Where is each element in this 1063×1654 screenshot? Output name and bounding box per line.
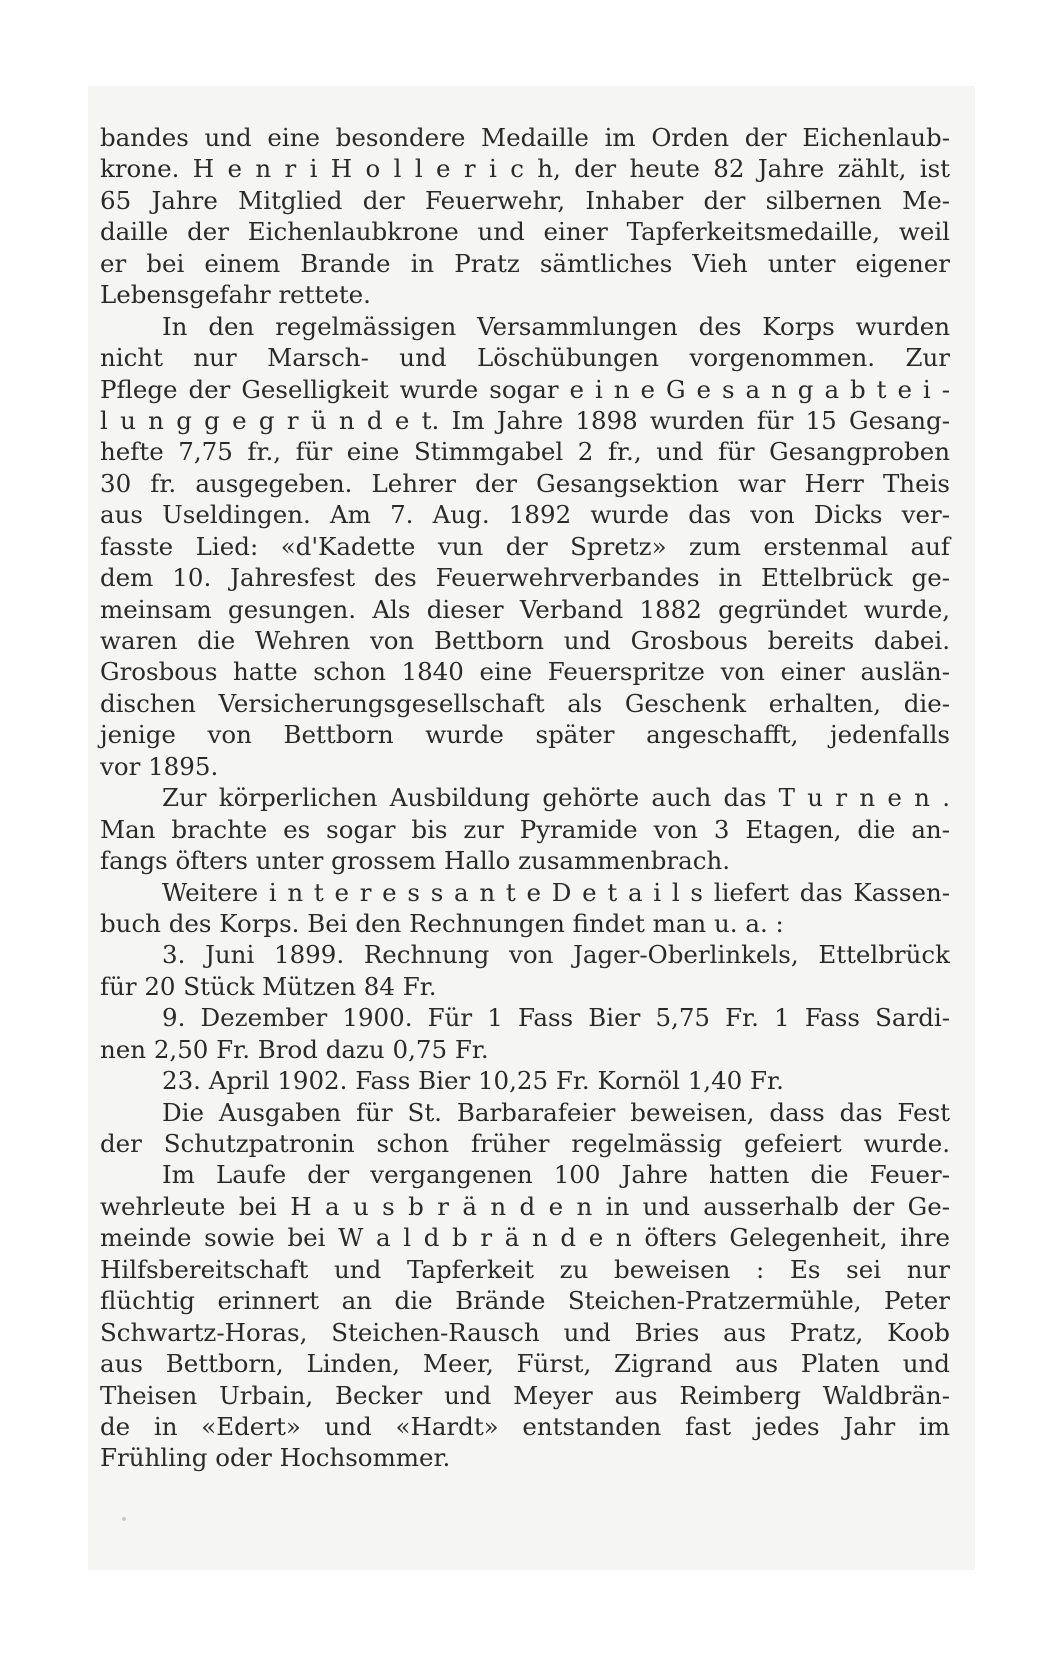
text-line: hefte 7,75 fr., für eine Stimmgabel 2 fr., und für Gesangproben bbox=[100, 437, 950, 467]
text-line: nen 2,50 Fr. Brod dazu 0,75 Fr. bbox=[100, 1034, 489, 1064]
text-line: buch des Korps. Bei den Rechnungen findet man u. a. : bbox=[100, 908, 784, 938]
text-line: Schwartz-Horas, Steichen-Rausch und Bries aus Pratz, Koob bbox=[100, 1317, 950, 1347]
text-line: 23. April 1902. Fass Bier 10,25 Fr. Kornöl 1,40 Fr. bbox=[162, 1066, 784, 1096]
text-line: dem 10. Jahresfest des Feuerwehrverbandes in Ettelbrück ge- bbox=[100, 563, 950, 593]
text-line: 9. Dezember 1900. Für 1 Fass Bier 5,75 Fr. 1 Fass Sardi- bbox=[162, 1003, 950, 1033]
text-line: aus Useldingen. Am 7. Aug. 1892 wurde das von Dicks ver- bbox=[100, 500, 950, 530]
text-line: Man brachte es sogar bis zur Pyramide von 3 Etagen, die an- bbox=[100, 814, 950, 844]
text-line: fangs öfters unter grossem Hallo zusammenbrach. bbox=[100, 846, 731, 876]
text-line: fasste Lied: «d'Kadette vun der Spretz» zum erstenmal auf bbox=[100, 531, 950, 561]
text-line: Die Ausgaben für St. Barbarafeier beweisen, dass das Fest bbox=[162, 1097, 950, 1127]
text-line: bandes und eine besondere Medaille im Orden der Eichenlaub- bbox=[100, 123, 950, 152]
text-line: wehrleute bei H a u s b r ä n d e n in und ausserhalb der Ge- bbox=[100, 1191, 950, 1221]
text-line: l u n g g e g r ü n d e t. Im Jahre 1898 wurden für 15 Gesang- bbox=[100, 405, 950, 435]
scan-speck bbox=[122, 1517, 126, 1521]
text-line: Zur körperlichen Ausbildung gehörte auch das T u r n e n . bbox=[162, 783, 950, 813]
text-line: de in «Edert» und «Hardt» entstanden fast jedes Jahr im bbox=[100, 1411, 950, 1441]
text-line: Theisen Urbain, Becker und Meyer aus Reimberg Waldbrän- bbox=[100, 1380, 950, 1410]
text-line: Weitere i n t e r e s s a n t e D e t a i l s liefert das Kassen- bbox=[162, 877, 950, 907]
text-line: Lebensgefahr rettete. bbox=[100, 280, 371, 310]
text-line: meinsam gesungen. Als dieser Verband 1882 gegründet wurde, bbox=[100, 594, 950, 624]
text-line: waren die Wehren von Bettborn und Grosbous bereits dabei. bbox=[100, 626, 950, 655]
text-line: daille der Eichenlaubkrone und einer Tapferkeitsmedaille, weil bbox=[100, 217, 950, 247]
text-line: der Schutzpatronin schon früher regelmässig gefeiert wurde. bbox=[100, 1129, 950, 1158]
text-line: Grosbous hatte schon 1840 eine Feuerspritze von einer auslän- bbox=[100, 657, 950, 687]
text-line: er bei einem Brande in Pratz sämtliches Vieh unter eigener bbox=[100, 248, 950, 278]
text-line: jenige von Bettborn wurde später angeschafft, jedenfalls bbox=[100, 720, 950, 750]
text-line: krone. H e n r i H o l l e r i c h, der heute 82 Jahre zählt, ist bbox=[100, 154, 950, 184]
document-text bbox=[100, 122, 950, 1474]
text-line: 30 fr. ausgegeben. Lehrer der Gesangsektion war Herr Theis bbox=[100, 468, 950, 498]
text-line: Im Laufe der vergangenen 100 Jahre hatten die Feuer- bbox=[162, 1160, 950, 1190]
text-line: Frühling oder Hochsommer. bbox=[100, 1443, 451, 1473]
text-line: dischen Versicherungsgesellschaft als Geschenk erhalten, die- bbox=[100, 688, 950, 718]
text-line: für 20 Stück Mützen 84 Fr. bbox=[100, 971, 437, 1001]
text-line: aus Bettborn, Linden, Meer, Fürst, Zigrand aus Platen und bbox=[100, 1349, 950, 1379]
text-line: Pflege der Geselligkeit wurde sogar e i n e G e s a n g a b t e i - bbox=[100, 374, 950, 404]
text-line: nicht nur Marsch- und Löschübungen vorgenommen. Zur bbox=[100, 343, 950, 373]
text-line: vor 1895. bbox=[100, 751, 219, 781]
text-line: Hilfsbereitschaft und Tapferkeit zu beweisen : Es sei nur bbox=[100, 1254, 950, 1284]
text-line: flüchtig erinnert an die Brände Steichen-Pratzermühle, Peter bbox=[100, 1286, 950, 1316]
text-line: In den regelmässigen Versammlungen des Korps wurden bbox=[162, 311, 950, 341]
text-line: 65 Jahre Mitglied der Feuerwehr, Inhaber der silbernen Me- bbox=[100, 185, 950, 215]
text-line: meinde sowie bei W a l d b r ä n d e n öfters Gelegenheit, ihre bbox=[100, 1223, 950, 1253]
text-line: 3. Juni 1899. Rechnung von Jager-Oberlinkels, Ettelbrück bbox=[162, 940, 950, 970]
